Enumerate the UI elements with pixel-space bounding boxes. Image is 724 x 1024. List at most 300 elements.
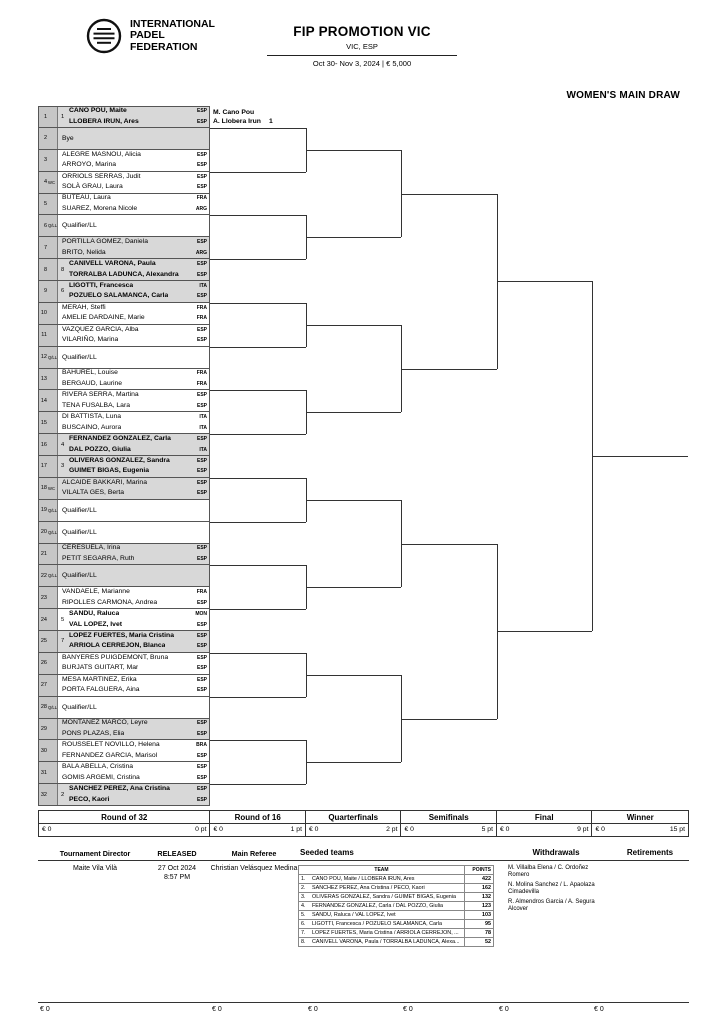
player1-name: BAHUREL, Louise	[62, 369, 118, 377]
withdrawal-item: M. Villalba Elena / C. Ordoñez Romero	[508, 865, 589, 878]
slot-number: 32	[39, 784, 58, 805]
seeded-points: 52	[465, 938, 494, 947]
player1-country: ESP	[196, 654, 207, 661]
placeholder-text: Qualifier/LL	[62, 222, 97, 230]
draw-slot-9	[38, 281, 210, 303]
draw-slot-1	[38, 106, 210, 128]
player1-name: ROUSSELET NOVILLO, Helena	[62, 741, 160, 749]
main-referee-label: Main Referee	[231, 849, 277, 858]
draw-slot-31	[38, 762, 210, 784]
round-name: Round of 32	[39, 811, 209, 824]
player2-name: TORRALBA LADUNCA, Alexandra	[69, 270, 179, 278]
prize-row-divider	[38, 1002, 689, 1003]
seeded-rank: 1.	[299, 875, 311, 884]
seeded-points: 422	[465, 875, 494, 884]
seeded-team-names: SANCHEZ PEREZ, Ana Cristina / PECO, Kaori	[310, 884, 465, 893]
team-entry	[58, 544, 209, 565]
quarterfinal-line	[306, 412, 401, 413]
r16-winner-team	[213, 109, 273, 126]
seeded-rank: 4.	[299, 902, 311, 911]
slot-number: 13	[39, 369, 58, 390]
slot-number: 27	[39, 675, 58, 696]
player2-country: ESP	[196, 271, 207, 278]
seeded-col-points: POINTS	[465, 866, 494, 875]
player2-name: FERNANDEZ GARCIA, Marisol	[62, 751, 158, 759]
round-prize: € 0	[213, 826, 223, 833]
final-line	[497, 281, 592, 282]
team-entry	[58, 237, 209, 258]
quarterfinal-line	[306, 237, 401, 238]
player2-name: TENA FUSALBA, Lara	[62, 401, 130, 409]
seed-number: 2	[61, 791, 65, 798]
player2-country: ESP	[196, 796, 207, 803]
player1-country: ESP	[196, 479, 207, 486]
draw-slot-3	[38, 150, 210, 172]
team-entry	[58, 784, 209, 805]
player2-country: ESP	[196, 184, 207, 191]
released-date: 27 Oct 2024	[157, 865, 197, 872]
seeded-team-row	[299, 911, 494, 920]
player1-country: ITA	[199, 414, 207, 421]
player2-country: ESP	[196, 599, 207, 606]
withdrawals-heading: Withdrawals	[532, 848, 580, 857]
round16-line	[210, 522, 306, 523]
draw-slot-19	[38, 500, 210, 522]
slot-number: 11	[39, 325, 58, 346]
padel-ball-icon	[84, 16, 124, 56]
round16-line	[210, 259, 306, 260]
player2-name: BURJATS GUITART, Mar	[62, 664, 139, 672]
seed-number: 4	[61, 441, 65, 448]
player1-country: ESP	[196, 764, 207, 771]
seeded-rank: 2.	[299, 884, 311, 893]
team-entry	[58, 631, 209, 652]
player2-country: ESP	[196, 293, 207, 300]
seeded-table-body	[299, 875, 494, 947]
round16-line	[210, 609, 306, 610]
team-entry	[58, 259, 209, 280]
seeded-points: 162	[465, 884, 494, 893]
player1-name: CANO POU, Maite	[69, 107, 127, 115]
seeded-team-names: FERNANDEZ GONZALEZ, Carla / DAL POZZO, Giulia	[310, 902, 465, 911]
player1-name: CANIVELL VARONA, Paula	[69, 260, 156, 268]
seeded-team-names: SANDU, Raluca / VAL LOPEZ, Ivet	[310, 911, 465, 920]
draw-slot-4	[38, 172, 210, 194]
quarterfinal-line	[306, 325, 401, 326]
player2-country: ITA	[199, 446, 207, 453]
draw-slot-28	[38, 697, 210, 719]
quarterfinal-line	[306, 150, 401, 151]
player2-country: ESP	[196, 555, 207, 562]
withdrawal-item: N. Molina Sanchez / L. Apaolaza Cimadevilla	[508, 882, 595, 895]
team-entry	[58, 478, 209, 499]
round-prize-money: € 0	[212, 1006, 222, 1013]
team-entry	[58, 325, 209, 346]
player1-country: ESP	[196, 151, 207, 158]
header-divider	[267, 55, 457, 56]
draw-slot-26	[38, 653, 210, 675]
team-entry	[58, 194, 209, 215]
seeded-team-names: LOPEZ FUERTES, Maria Cristina / ARRIOLA CERREJON, ...	[310, 929, 465, 938]
player1-country: ESP	[196, 457, 207, 464]
event-dates-prize: Oct 30- Nov 3, 2024 | € 5,000	[312, 59, 412, 68]
team-entry	[58, 412, 209, 433]
placeholder-text: Qualifier/LL	[62, 703, 97, 711]
round-prize-money: € 0	[594, 1006, 604, 1013]
seeded-col-team: TEAM	[299, 866, 465, 875]
player2-country: FRA	[196, 380, 207, 387]
team-entry	[58, 390, 209, 411]
round-prize: € 0	[42, 826, 52, 833]
player2-name: VILALTA GES, Berta	[62, 489, 125, 497]
round-prize: € 0	[308, 826, 319, 833]
slot-placeholder	[58, 522, 209, 543]
player1-country: MON	[195, 611, 207, 618]
seeded-rank: 5.	[299, 911, 311, 920]
player2-country: ARG	[195, 249, 207, 256]
player2-name: RIPOLLES CARMONA, Andrea	[62, 598, 158, 606]
withdrawal-item: R. Almendros Garcia / A. Segura Alcover	[508, 899, 595, 912]
player1-name: ALEGRE MASNOU, Alicia	[62, 150, 141, 158]
seeded-team-row	[299, 884, 494, 893]
round-col-winner	[592, 811, 688, 836]
semifinal-line	[401, 194, 497, 195]
team-entry	[58, 369, 209, 390]
seed-number: 3	[61, 463, 65, 470]
winner-player1: M. Cano Pou	[213, 109, 255, 117]
slot-number: 25	[39, 631, 58, 652]
player1-name: MERAH, Steffi	[62, 303, 106, 311]
semifinal-line	[401, 544, 497, 545]
slot-number: 28 Q/LL	[39, 697, 58, 718]
player2-name: BRITO, Nelida	[62, 248, 106, 256]
player2-country: ITA	[199, 424, 207, 431]
slot-number: 21	[39, 544, 58, 565]
round-points: 15 pt	[669, 826, 685, 833]
placeholder-text: Bye	[62, 134, 74, 142]
slot-number: 12 Q/LL	[39, 347, 58, 368]
player2-name: PECO, Kaori	[69, 795, 110, 803]
player2-name: GUIMET BIGAS, Eugenia	[69, 467, 150, 475]
round-prize: € 0	[404, 826, 414, 833]
federation-line: FEDERATION	[130, 40, 198, 53]
player1-country: FRA	[196, 370, 207, 377]
player2-name: VAL LOPEZ, Ivet	[69, 620, 123, 628]
player2-name: DAL POZZO, Giulia	[69, 445, 131, 453]
player1-name: MONTAÑEZ MARCO, Leyre	[62, 719, 148, 727]
withdrawals-list	[508, 865, 604, 913]
round16-line	[210, 434, 306, 435]
player1-country: ESP	[196, 261, 207, 268]
seeded-teams-heading: Seeded teams	[300, 848, 354, 857]
round16-line	[210, 128, 306, 129]
team-entry	[58, 456, 209, 477]
player2-country: ESP	[196, 621, 207, 628]
seeded-team-row	[299, 893, 494, 902]
slot-number: 3	[39, 150, 58, 171]
slot-number: 17	[39, 456, 58, 477]
round-prize: € 0	[595, 826, 605, 833]
player1-country: ESP	[196, 108, 207, 115]
draw-title: WOMEN'S MAIN DRAW	[566, 90, 680, 101]
team-entry	[58, 740, 209, 761]
player1-name: BUTEAU, Laura	[62, 194, 111, 202]
tournament-director-name: Maite Vila Vilà	[72, 865, 118, 872]
placeholder-text: Qualifier/LL	[62, 528, 97, 536]
player1-name: RIVERA SERRA, Martina	[62, 391, 139, 399]
round-name: Quarterfinals	[306, 811, 401, 824]
player1-country: ESP	[196, 436, 207, 443]
quarterfinal-line	[306, 675, 401, 676]
seeded-team-names: OLIVERAS GONZALEZ, Sandra / GUIMET BIGAS, Eugenia	[310, 893, 465, 902]
retirements-section	[610, 848, 690, 857]
semifinal-line	[401, 719, 497, 720]
player2-country: ESP	[196, 118, 207, 125]
seeded-rank: 6.	[299, 920, 311, 929]
round-points: 2 pt	[386, 826, 398, 833]
draw-slot-13	[38, 369, 210, 391]
round16-line	[210, 390, 306, 391]
final-line	[497, 631, 592, 632]
round-name: Winner	[592, 811, 688, 824]
player1-country: FRA	[196, 195, 207, 202]
team-entry	[58, 107, 209, 127]
slot-number: 30	[39, 740, 58, 761]
quarterfinal-line	[306, 500, 401, 501]
released-time: 8:57 PM	[163, 873, 191, 881]
main-referee-block	[206, 849, 302, 874]
slot-number: 31	[39, 762, 58, 783]
team-entry	[58, 609, 209, 630]
round-prize-money: € 0	[499, 1006, 509, 1013]
player2-country: ESP	[196, 665, 207, 672]
team-entry	[58, 303, 209, 324]
player2-country: ESP	[196, 162, 207, 169]
seeded-team-row	[299, 938, 494, 947]
round16-line	[210, 215, 306, 216]
quarterfinal-line	[306, 762, 401, 763]
team-entry	[58, 653, 209, 674]
player2-name: ARROYO, Marina	[62, 161, 117, 169]
round16-line	[210, 784, 306, 785]
draw-slot-12	[38, 347, 210, 369]
player1-country: ESP	[196, 545, 207, 552]
player1-country: ESP	[196, 392, 207, 399]
seeded-points: 103	[465, 911, 494, 920]
slot-number: 2	[39, 128, 58, 149]
round16-line	[210, 478, 306, 479]
slot-number: 5	[39, 194, 58, 215]
player1-name: LIGOTTI, Francesca	[69, 281, 134, 289]
round-name: Final	[497, 811, 592, 824]
draw-slot-17	[38, 456, 210, 478]
tournament-director-block	[40, 849, 150, 874]
player2-name: PORTA FALGUERA, Aina	[62, 686, 140, 694]
player1-name: VANDAELE, Marianne	[62, 588, 130, 596]
event-location: VIC, ESP	[346, 42, 378, 51]
draw-slot-29	[38, 719, 210, 741]
round16-line	[210, 172, 306, 173]
seeded-teams-table	[298, 865, 494, 947]
round16-line	[210, 565, 306, 566]
player1-name: BANYERES PUIGDEMONT, Bruna	[62, 653, 169, 661]
slot-number: 18 WC	[39, 478, 58, 499]
player1-name: VAZQUEZ GARCIA, Alba	[62, 325, 139, 333]
player1-name: ORRIOLS SERRAS, Judit	[62, 172, 141, 180]
round16-line	[210, 740, 306, 741]
draw-slot-25	[38, 631, 210, 653]
slot-number: 4 WC	[39, 172, 58, 193]
draw-slot-16	[38, 434, 210, 456]
round-col-quarterfinals	[306, 811, 402, 836]
winner-player2: A. Llobera Irun 1	[213, 117, 273, 125]
tournament-director-label: Tournament Director	[59, 849, 131, 858]
player2-country: ESP	[196, 730, 207, 737]
federation-line: PADEL	[130, 29, 165, 42]
player2-name: SUAREZ, Morena Nicole	[62, 204, 138, 212]
player1-country: ITA	[199, 282, 207, 289]
quarterfinal-line	[306, 587, 401, 588]
draw-slot-20	[38, 522, 210, 544]
slot-placeholder	[58, 128, 209, 149]
slot-number: 26	[39, 653, 58, 674]
team-entry	[58, 719, 209, 740]
player2-name: BERGAUD, Laurine	[62, 379, 123, 387]
main-referee-name: Christian Velásquez Medina	[210, 865, 298, 872]
player1-country: ESP	[196, 632, 207, 639]
player1-name: SANDU, Raluca	[69, 610, 120, 618]
seeded-team-names: CANO POU, Maite / LLOBERA IRUN, Ares	[310, 875, 465, 884]
draw-slot-7	[38, 237, 210, 259]
slot-placeholder	[58, 697, 209, 718]
event-header	[242, 24, 482, 68]
seeded-rank: 7.	[299, 929, 311, 938]
placeholder-text: Qualifier/LL	[62, 353, 97, 361]
seeded-team-names: LIGOTTI, Francesca / POZUELO SALAMANCA, Carla	[310, 920, 465, 929]
player1-country: ESP	[196, 786, 207, 793]
draw-slot-8	[38, 259, 210, 281]
player2-country: ESP	[196, 402, 207, 409]
seeded-points: 123	[465, 902, 494, 911]
seeded-team-row	[299, 920, 494, 929]
draw-slot-24	[38, 609, 210, 631]
draw-slot-2	[38, 128, 210, 150]
player1-name: CERESUELA, Irina	[62, 544, 121, 552]
slot-number: 20 Q/LL	[39, 522, 58, 543]
draw-slot-21	[38, 544, 210, 566]
slot-placeholder	[58, 565, 209, 586]
player1-name: BALA ABELLA, Cristina	[62, 763, 134, 771]
federation-line: INTERNATIONAL	[130, 17, 215, 30]
draw-slot-27	[38, 675, 210, 697]
federation-name	[130, 19, 215, 54]
slot-number: 19 Q/LL	[39, 500, 58, 521]
round-points: 1 pt	[290, 826, 302, 833]
player2-name: ARRIOLA CERREJON, Blanca	[69, 642, 166, 650]
player1-name: ALCAIDE BAKKARI, Marina	[62, 478, 147, 486]
player2-country: ESP	[196, 490, 207, 497]
seed-number: 6	[61, 288, 65, 295]
player1-country: ESP	[196, 720, 207, 727]
player2-country: ESP	[196, 337, 207, 344]
player1-name: MESA MARTINEZ, Erika	[62, 675, 137, 683]
player1-country: ESP	[196, 239, 207, 246]
seed-number: 5	[61, 616, 65, 623]
slot-number: 14	[39, 390, 58, 411]
placeholder-text: Qualifier/LL	[62, 572, 97, 580]
player2-country: ESP	[196, 468, 207, 475]
winner-seed: 1	[268, 117, 273, 125]
draw-slot-23	[38, 587, 210, 609]
slot-number: 22 Q/LL	[39, 565, 58, 586]
released-label: RELEASED	[157, 849, 197, 858]
slot-number: 29	[39, 719, 58, 740]
slot-number: 16	[39, 434, 58, 455]
player1-name: PORTILLA GOMEZ, Daniela	[62, 238, 148, 246]
seeded-rank: 8.	[299, 938, 311, 947]
seeded-points: 95	[465, 920, 494, 929]
team-entry	[58, 172, 209, 193]
team-entry	[58, 281, 209, 302]
seeded-points: 78	[465, 929, 494, 938]
seeded-team-row	[299, 902, 494, 911]
rounds-bar	[38, 810, 689, 837]
player1-country: ESP	[196, 173, 207, 180]
draw-slot-6	[38, 215, 210, 237]
player2-name: VILARIÑO, Marina	[62, 336, 119, 344]
player1-country: FRA	[196, 589, 207, 596]
slot-number: 8	[39, 259, 58, 280]
withdrawals-section	[508, 848, 604, 916]
player2-country: ESP	[196, 774, 207, 781]
player2-name: GOMIS ARGEMI, Cristina	[62, 773, 140, 781]
draw-slot-15	[38, 412, 210, 434]
player2-name: AMELIE DARDAINE, Marie	[62, 314, 145, 322]
slot-number: 9	[39, 281, 58, 302]
draw-slot-22	[38, 565, 210, 587]
round-name: Semifinals	[401, 811, 496, 824]
placeholder-text: Qualifier/LL	[62, 506, 97, 514]
team-entry	[58, 150, 209, 171]
seeded-team-names: CANIVELL VARONA, Paula / TORRALBA LADUNCA, Alexa...	[310, 938, 465, 947]
draw-slot-14	[38, 390, 210, 412]
player2-name: BUSCAINO, Aurora	[62, 423, 122, 431]
round-name: Round of 16	[210, 811, 305, 824]
draw-slot-18	[38, 478, 210, 500]
slot-number: 15	[39, 412, 58, 433]
slot-number: 6 Q/LL	[39, 215, 58, 236]
seeded-team-row	[299, 929, 494, 938]
player1-country: ESP	[196, 326, 207, 333]
draw-slot-32	[38, 784, 210, 806]
slot-number: 1	[39, 107, 58, 127]
retirements-heading: Retirements	[626, 848, 674, 857]
semifinal-line	[401, 369, 497, 370]
slot-number: 10	[39, 303, 58, 324]
round-points: 0 pt	[195, 826, 207, 833]
round16-line	[210, 697, 306, 698]
round-col-semifinals	[401, 811, 497, 836]
slot-number: 23	[39, 587, 58, 608]
slot-number: 7	[39, 237, 58, 258]
player1-country: BRA	[196, 742, 207, 749]
round-col-round-of-16	[210, 811, 306, 836]
player2-name: PETIT SEGARRA, Ruth	[62, 554, 135, 562]
player2-name: POZUELO SALAMANCA, Carla	[69, 292, 169, 300]
player2-name: SOLÀ GRAU, Laura	[62, 183, 123, 191]
round-points: 5 pt	[481, 826, 493, 833]
round-prize: € 0	[499, 826, 510, 833]
